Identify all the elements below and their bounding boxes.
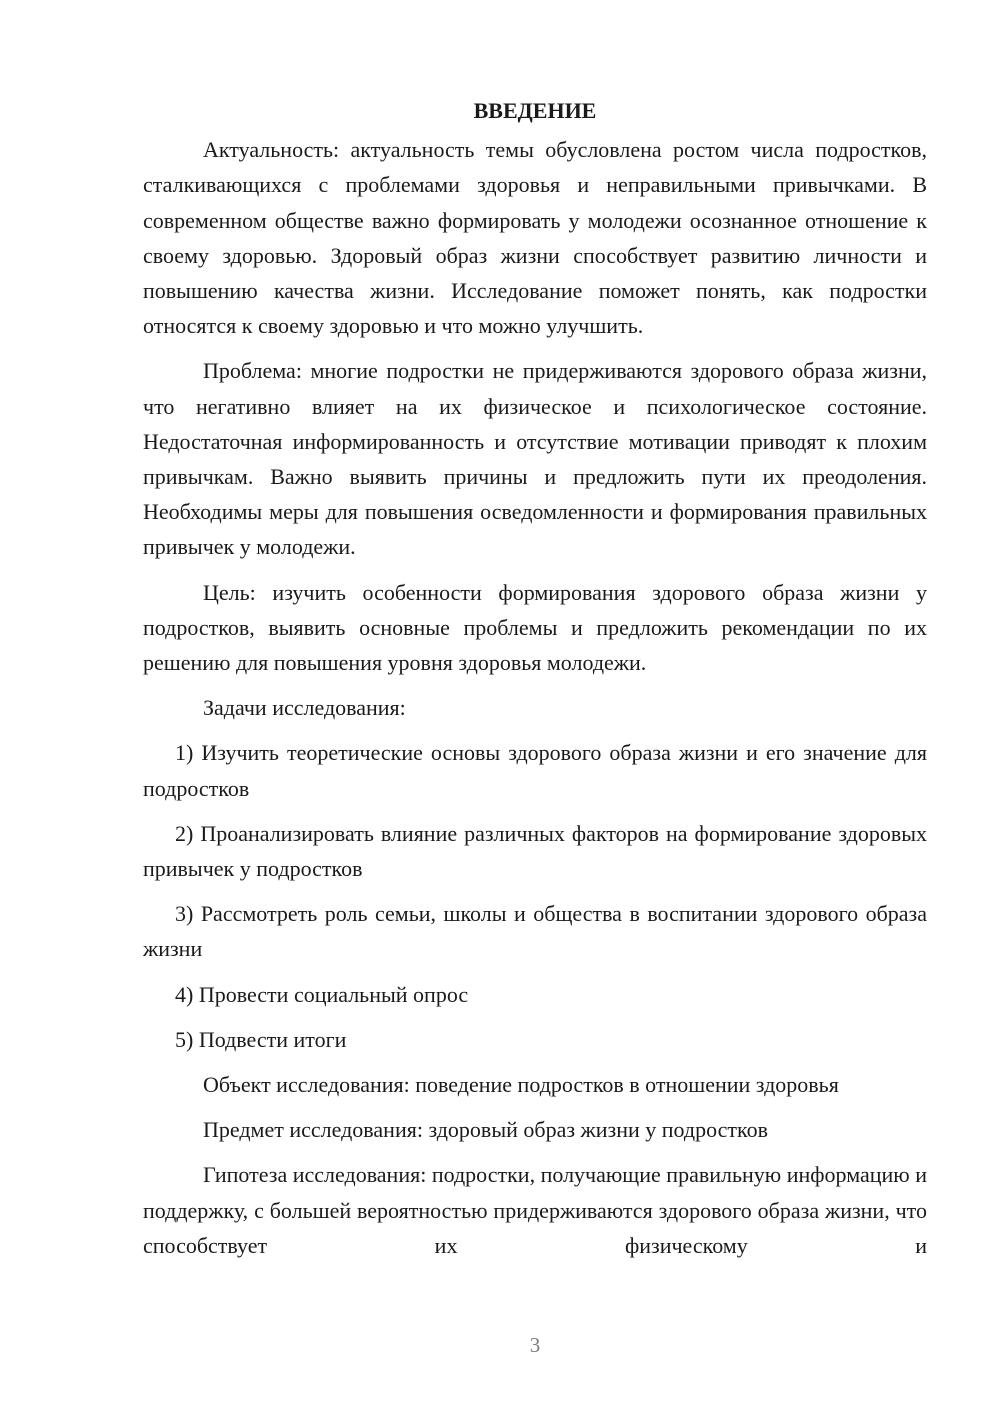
relevance-paragraph: Актуальность: актуальность темы обусловлена ростом числа подростков, сталкивающихся с проблемами здоровья и неправильными привычками. В современном обществе важно формировать у молодежи осознанное отношение к своему здоровью. Здоровый образ жизни способствует развитию личности и повышению качества жизни. Исследование поможет понять, как подростки относятся к своему здоровью и что можно улучшить.	[143, 137, 927, 339]
task-item-2: 2) Проанализировать влияние различных факторов на формирование здоровых привычек у подростков	[143, 820, 927, 882]
page-title: ВВЕДЕНИЕ	[473, 98, 597, 123]
document-body	[143, 93, 927, 1263]
tasks-heading: Задачи исследования:	[203, 695, 406, 721]
task-item-4: 4) Провести социальный опрос	[175, 981, 469, 1007]
problem-paragraph: Проблема: многие подростки не придерживаются здорового образа жизни, что негативно влияет на их физическое и психологическое состояние. Недостаточная информированность и отсутствие мотивации приводят к плохим привычкам. Важно выявить причины и предложить пути их преодоления. Необходимы меры для повышения осведомленности и формирования правильных привычек у молодежи.	[143, 358, 927, 560]
task-item-1: 1) Изучить теоретические основы здорового образа жизни и его значение для подростков	[143, 740, 927, 801]
goal-paragraph: Цель: изучить особенности формирования здорового образа жизни у подростков, выявить основные проблемы и предложить рекомендации по их решению для повышения уровня здоровья молодежи.	[143, 579, 927, 676]
object-paragraph: Объект исследования: поведение подростков в отношении здоровья	[203, 1072, 839, 1098]
task-item-3: 3) Рассмотреть роль семьи, школы и общества в воспитании здорового образа жизни	[143, 901, 927, 962]
hypothesis-paragraph: Гипотеза исследования: подростки, получающие правильную информацию и поддержку, с большей вероятностью придерживаются здорового образа жизни, что способствует их физическому и	[143, 1162, 927, 1258]
task-item-5: 5) Подвести итоги	[175, 1026, 347, 1052]
subject-paragraph: Предмет исследования: здоровый образ жизни у подростков	[203, 1117, 768, 1143]
page-number: 3	[529, 1333, 541, 1357]
